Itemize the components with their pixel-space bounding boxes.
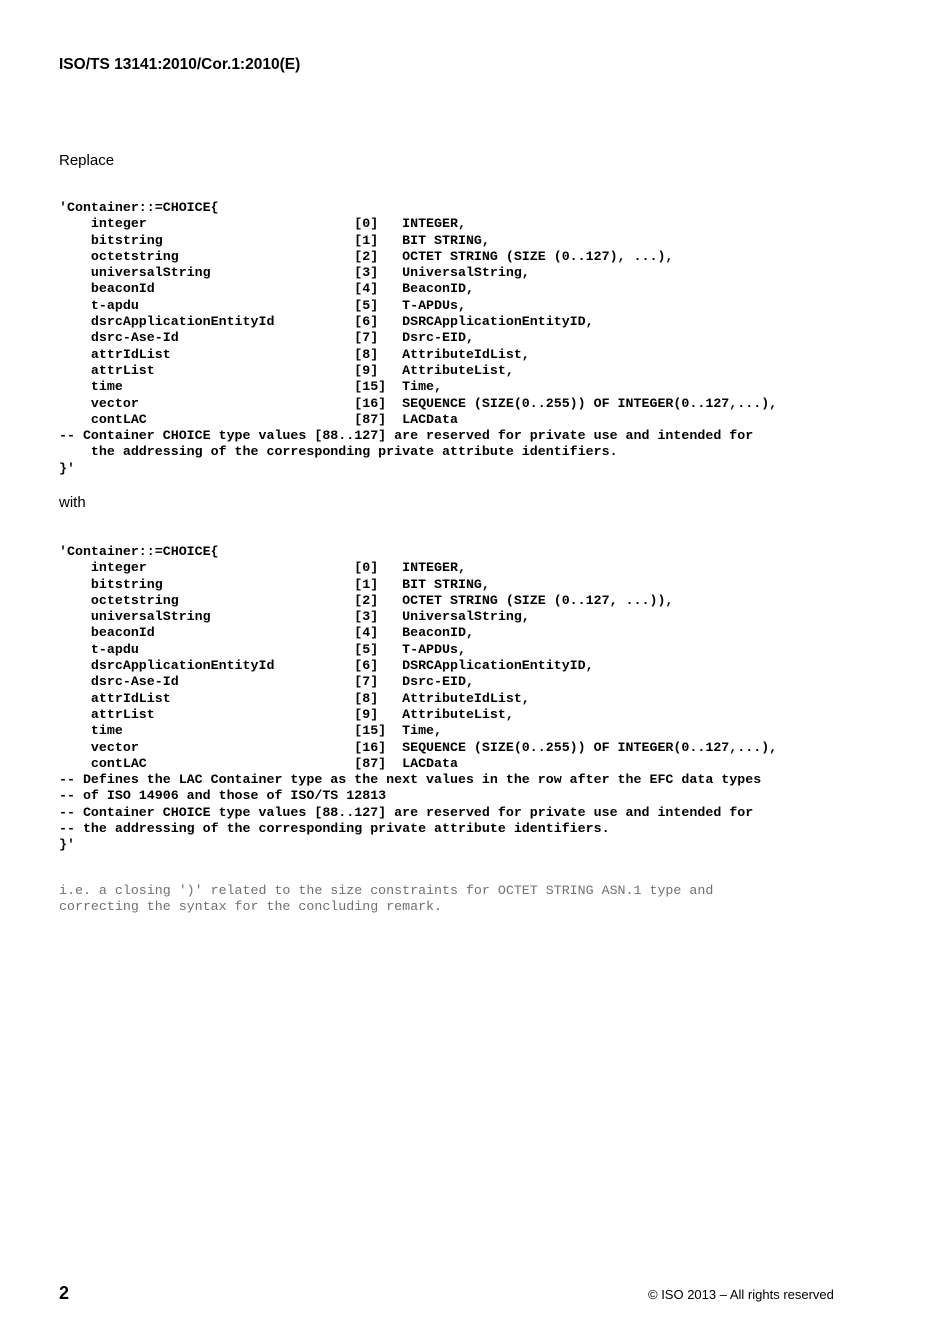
code-line: dsrc-Ase-Id [7] Dsrc-EID, xyxy=(59,330,474,346)
code-line: time [15] Time, xyxy=(59,723,443,739)
code-line: bitstring [1] BIT STRING, xyxy=(59,576,490,592)
document-identifier: ISO/TS 13141:2010/Cor.1:2010(E) xyxy=(59,56,301,73)
code-line: the addressing of the corresponding private attribute identifiers. xyxy=(59,444,618,460)
page-number: 2 xyxy=(59,1283,70,1303)
code-line: -- Container CHOICE type values [88..127] are reserved for private use and intended for xyxy=(59,428,754,444)
code-line: vector [16] SEQUENCE (SIZE(0..255)) OF INTEGER(0..127,...), xyxy=(59,739,778,755)
explanation-note xyxy=(59,883,713,916)
old-code-block xyxy=(59,200,777,477)
code-line: }' xyxy=(59,837,75,853)
code-line: beaconId [4] BeaconID, xyxy=(59,281,474,297)
code-line: }' xyxy=(59,460,75,476)
code-line: attrList [9] AttributeList, xyxy=(59,362,514,378)
code-line: attrIdList [8] AttributeIdList, xyxy=(59,346,530,362)
code-line: dsrcApplicationEntityId [6] DSRCApplicationEntityID, xyxy=(59,658,594,674)
code-line: attrIdList [8] AttributeIdList, xyxy=(59,690,530,706)
with-label: with xyxy=(59,494,86,511)
code-line: time [15] Time, xyxy=(59,379,443,395)
code-line: universalString [3] UniversalString, xyxy=(59,609,530,625)
note-line: i.e. a closing ')' related to the size constraints for OCTET STRING ASN.1 type and xyxy=(59,883,714,898)
code-line: contLAC [87] LACData xyxy=(59,411,458,427)
code-line: 'Container::=CHOICE{ xyxy=(59,544,219,559)
code-line: t-apdu [5] T-APDUs, xyxy=(59,641,466,657)
code-line: integer [0] INTEGER, xyxy=(59,560,466,576)
code-line: universalString [3] UniversalString, xyxy=(59,265,530,281)
note-line: correcting the syntax for the concluding remark. xyxy=(59,899,443,915)
code-line: dsrcApplicationEntityId [6] DSRCApplicationEntityID, xyxy=(59,314,594,330)
code-line: -- Container CHOICE type values [88..127] are reserved for private use and intended for xyxy=(59,804,754,820)
code-line: t-apdu [5] T-APDUs, xyxy=(59,297,466,313)
copyright-notice: © ISO 2013 – All rights reserved xyxy=(648,1287,834,1302)
code-line: beaconId [4] BeaconID, xyxy=(59,625,474,641)
code-line: bitstring [1] BIT STRING, xyxy=(59,232,490,248)
code-line: octetstring [2] OCTET STRING (SIZE (0..127), ...), xyxy=(59,248,674,264)
replace-label: Replace xyxy=(59,152,115,169)
code-line: attrList [9] AttributeList, xyxy=(59,706,514,722)
code-line: contLAC [87] LACData xyxy=(59,755,458,771)
code-line: integer [0] INTEGER, xyxy=(59,216,466,232)
code-line: octetstring [2] OCTET STRING (SIZE (0..127, ...)), xyxy=(59,592,674,608)
code-line: -- the addressing of the corresponding private attribute identifiers. xyxy=(59,821,610,837)
code-line: 'Container::=CHOICE{ xyxy=(59,200,219,215)
new-code-block xyxy=(59,544,777,854)
code-line: dsrc-Ase-Id [7] Dsrc-EID, xyxy=(59,674,474,690)
code-line: vector [16] SEQUENCE (SIZE(0..255)) OF INTEGER(0..127,...), xyxy=(59,395,778,411)
code-line: -- of ISO 14906 and those of ISO/TS 12813 xyxy=(59,788,387,804)
code-line: -- Defines the LAC Container type as the next values in the row after the EFC data types xyxy=(59,772,762,788)
